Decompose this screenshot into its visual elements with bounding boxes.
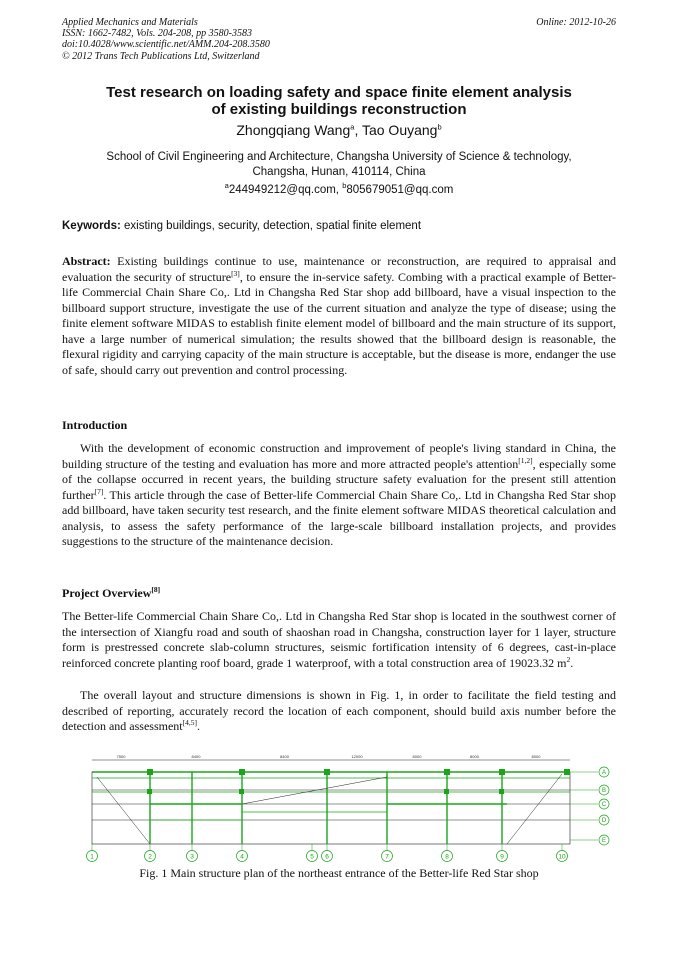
email-b: 805679051@qq.com — [346, 184, 454, 196]
overview-paragraph-1 — [62, 609, 616, 671]
abstract-text-2: , to ensure the in-service safety. Combing with a practical example of Better-life Commercial Chain Share Co,. Ltd in Changsha Red Star shop add billboard, have a visual inspection to the billboard support structure, investigate the use of the current situation and analyze the type of disease; using the finite element software MIDAS to establish finite element model of billboard and the main structure of its support, have a large number of numerical simulation; the results showed that the billboard design is reasonable, the flexural rigidity and carrying capacity of the main structure is acceptable, but the disease is more, endanger the use of safe, should carry out prevention and control processing. — [62, 269, 616, 377]
post — [444, 789, 449, 794]
author-1-mark: a — [350, 122, 355, 132]
keywords-text: existing buildings, security, detection, spatial finite element — [120, 220, 422, 232]
intro-text-1: With the development of economic construction and improvement of people's living standard in China, the building structure of the testing and evaluation has more and more attracted people's attention — [62, 441, 616, 471]
dimension-label: 12000 — [351, 754, 363, 759]
post — [239, 769, 245, 775]
email-a: 244949212@qq.com, — [228, 184, 343, 196]
intro-ref-2: [7] — [94, 486, 104, 496]
overview-paragraph-2 — [62, 688, 616, 735]
abstract-label: Abstract: — [62, 254, 111, 268]
axis-letter: E — [601, 838, 607, 845]
title-line-2: of existing buildings reconstruction — [211, 101, 467, 118]
dimension-label: 8400 — [191, 754, 201, 759]
post — [147, 769, 153, 775]
affiliation-line-1: School of Civil Engineering and Architecture, Changsha University of Science & technology, — [106, 151, 572, 163]
introduction-paragraph — [62, 441, 616, 550]
axis-letter-bubbles — [570, 767, 609, 845]
title-line-1: Test research on loading safety and space finite element analysis — [106, 84, 572, 101]
journal-header — [62, 17, 270, 62]
axis-number: 1 — [90, 853, 94, 861]
affiliation — [62, 150, 616, 180]
post — [564, 769, 570, 775]
dimension-label: 8000 — [470, 754, 479, 759]
plan-outline — [92, 772, 570, 844]
axis-number-bubbles — [87, 851, 568, 862]
overview-p2-ref: [4,5] — [182, 718, 198, 727]
introduction-heading: Introduction — [62, 418, 128, 432]
axis-letter: A — [601, 770, 607, 777]
axis-number: 4 — [240, 853, 244, 861]
abstract-ref: [3] — [231, 268, 240, 278]
affiliation-line-2: Changsha, Hunan, 410114, China — [252, 166, 426, 178]
overview-p1-sup: 2 — [566, 654, 571, 664]
figure-caption: Fig. 1 Main structure plan of the northeast entrance of the Better-life Red Star shop — [139, 866, 539, 880]
axis-number: 6 — [325, 853, 329, 861]
copyright: © 2012 Trans Tech Publications Ltd, Switzerland — [62, 50, 260, 62]
axis-number: 9 — [500, 853, 504, 861]
post — [324, 769, 330, 775]
overview-p2-end: . — [197, 719, 201, 733]
dimension-labels — [117, 754, 542, 759]
emails — [62, 181, 616, 196]
axis-letter: D — [601, 818, 607, 825]
email-b-mark: b — [342, 181, 347, 191]
brace-center — [242, 777, 387, 804]
keywords — [62, 220, 616, 232]
axis-number: 8 — [445, 853, 449, 861]
dimension-label: 8400 — [280, 754, 289, 759]
axis-leaders — [92, 844, 562, 851]
brace-right — [507, 774, 562, 844]
intro-ref-1: [1,2] — [518, 455, 533, 465]
doi: doi:10.4028/www.scientific.net/AMM.204-208.3580 — [62, 39, 270, 51]
intro-text-3: . This article through the case of Better-life Commercial Chain Share Co,. Ltd in Changsha Red Star shop add billboard, have taken security test research, and the finite element software MIDAS theoretical calculation and analysis, to assess the safety performance of the large-scale billboard installation projects, and provides suggestions to the structure of the maintenance decision. — [62, 487, 616, 548]
author-2: Tao Ouyang — [361, 122, 438, 138]
overview-p2-text: The overall layout and structure dimensions is shown in Fig. 1, in order to facilitate the field testing and described of reporting, accurately record the location of each component, should build axis number before the detection and assessment — [62, 688, 616, 733]
author-separator: , — [354, 122, 362, 138]
post — [239, 789, 244, 794]
overview-heading-ref: [8] — [151, 585, 161, 594]
dimension-label: 7500 — [116, 754, 126, 759]
dimension-label: 8000 — [412, 754, 422, 759]
brace-left — [97, 777, 150, 844]
axis-letter: B — [601, 788, 607, 795]
author-2-mark: b — [437, 122, 442, 132]
columns — [150, 772, 502, 844]
axis-number: 7 — [385, 853, 389, 861]
overview-heading-text: Project Overview — [62, 586, 152, 600]
post — [147, 789, 152, 794]
dimension-label: 8000 — [531, 754, 541, 759]
axis-number: 3 — [190, 853, 194, 861]
online-date: Online: 2012-10-26 — [536, 17, 616, 28]
diagonal-braces — [97, 774, 562, 844]
overview-heading — [62, 586, 160, 601]
issn: ISSN: 1662-7482, Vols. 204-208, pp 3580-3583 — [62, 28, 252, 40]
paper-title — [62, 84, 616, 118]
keywords-label: Keywords: — [62, 220, 121, 232]
journal-name: Applied Mechanics and Materials — [62, 17, 198, 28]
post — [444, 769, 450, 775]
post — [499, 769, 505, 775]
axis-number: 5 — [310, 853, 314, 861]
axis-letter: C — [601, 802, 607, 809]
author-1: Zhongqiang Wang — [236, 122, 351, 138]
authors — [62, 122, 616, 138]
email-a-mark: a — [224, 181, 229, 191]
post — [499, 789, 504, 794]
beams — [92, 772, 570, 820]
intro-text-2: , especially some of the collapse occurred in recent years, the building structure safety evaluation for the present still attention further — [62, 456, 616, 502]
abstract — [62, 254, 616, 378]
structure-plan-figure — [62, 752, 616, 864]
overview-p1-end: . — [570, 655, 574, 670]
overview-p1-text: The Better-life Commercial Chain Share Co,. Ltd in Changsha Red Star shop is located in the southwest corner of the intersection of Xiangfu road and south of shaoshan road in Changsha, construction layer for 1 layer, structure form is prestressed concrete slab-column structures, seismic fortification intensity of 6 degrees, cast-in-place reinforced concrete planting roof board, grade 1 waterproof, with a total construction area of 19023.32 m — [62, 609, 616, 670]
axis-number: 10 — [558, 853, 566, 861]
axis-number: 2 — [148, 853, 152, 861]
abstract-text-1: Existing buildings continue to use, maintenance or reconstruction, are required to appraisal and evaluation the security of structure — [62, 254, 616, 284]
